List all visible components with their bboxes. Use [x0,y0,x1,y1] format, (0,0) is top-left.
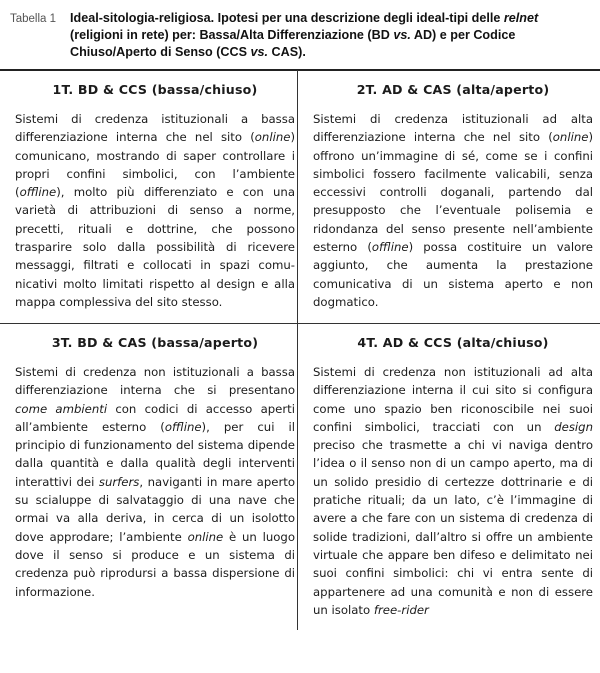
text-run: ) possa costituire un valore aggiunto, che aumenta la prestazione comunicativa di un sistema aperto e non dogmatico. [313,240,593,309]
caption-text-3: AD) e per Codice Chiuso/Aperto di Senso (CCS [70,28,516,59]
table-column-divider [297,70,298,630]
cell-title: 3T. BD & CAS (bassa/aperto) [51,335,259,350]
text-run: Sistemi di credenza non istituzionali a bassa differenziazione interna che si presentano [15,365,295,398]
cell-body [313,363,593,619]
table-middle-rule [0,323,600,324]
italic-run: come ambienti [15,401,108,416]
italic-run: design [554,419,593,434]
italic-run: offline [164,419,202,434]
table-caption [10,10,592,61]
italic-run: free-rider [373,602,429,617]
table-label: Tabella 1 [10,13,57,25]
text-run: ) offrono un’immagine di sé, come se i confini simbolici fossero facilmente valicabili, senza eccessivi controlli doganali, partendo dal presupposto che l’eventuale polisemia e ridondanza del senso presente nell’ambiente esterno ( [313,130,593,255]
table-cell-3t [15,335,295,601]
text-run: ) comunicano, mostrando di saper controllare i propri confini simbolici, con l’ambiente ( [15,130,295,200]
text-run: Sistemi di credenza istituzionali a bassa differenziazione interna che nel sito ( [15,112,295,145]
italic-run: online [552,130,589,145]
text-run: preciso che trasmette a chi vi naviga dentro l’idea o il senso non di un campo aperto, ma di un solido presidio di certezze dottrinarie e di pratiche rituali; da un lato, c’è l’immagine di avere a che fare con un sistema di credenza di solide tradizioni, dall’altro si offre un ambiente virtuale che appare ben difeso e delimitato nei suoi confini simbolici: chi vi entra sente di appartenere ad una comunità e non di essere un isolato [313,438,593,617]
cell-title: 4T. AD & CCS (alta/chiuso) [357,335,549,350]
text-run: è un luogo dove il senso si produce e un sistema di credenza può riprodursi a bassa dispersione di informazione. [15,529,296,599]
caption-text-2: (religioni in rete) per: Bassa/Alta Differenziazione (BD [70,28,394,42]
cell-body [15,363,295,601]
cell-body [313,110,593,311]
text-run: ), per cui il principio di funzionamento del sistema dipende dalla quantità e dalla qualità degli interventi interattivi dei [15,419,295,489]
table-cell-2t [313,82,593,311]
text-run: con codici di accesso aperti all’ambiente esterno ( [15,401,295,434]
cell-title: 2T. AD & CAS (alta/aperto) [356,82,550,97]
caption-text-4: CAS). [268,45,306,59]
table-cell-4t [313,335,593,619]
italic-run: offline [19,185,57,200]
text-run: , naviganti in mare aperto su scialuppe di salvataggio di una nave che ormai va alla deriva, in cerca di un isolotto dove approdare; l’ambiente [15,474,295,544]
caption-text-1: Ideal-sitologia-religiosa. Ipotesi per una descrizione degli ideal-tipi delle [70,11,504,25]
table-cell-1t [15,82,295,311]
text-run: Sistemi di credenza non istituzionali ad alta differenziazione interna il cui sito si configura come uno spazio ben riconoscibile nei suoi confini simbolici, tracciati con un [313,365,593,434]
cell-title: 1T. BD & CCS (bassa/chiuso) [52,82,258,97]
italic-run: online [187,529,224,544]
caption-em-1: relnet [503,11,539,25]
italic-run: online [254,130,291,145]
italic-run: offline [371,240,409,255]
caption-em-2: vs. [393,28,411,42]
text-run: ), molto più differenziato e con una varietà di attribuzioni di senso a norme, precetti, rituali e dottrine, che possono trasparire solo dalla possibilità di ricevere messaggi, filtrati e collocati in spazi comunicativi molto limitati rispetto al design e alla mappa complessiva del sito stesso. [15,185,295,309]
italic-run: surfers [98,474,140,489]
caption-em-3: vs. [250,45,269,59]
text-run: Sistemi di credenza istituzionali ad alta differenziazione interna che nel sito ( [313,112,593,145]
table-title [70,10,592,61]
table-top-rule [0,69,600,71]
cell-body [15,110,295,311]
